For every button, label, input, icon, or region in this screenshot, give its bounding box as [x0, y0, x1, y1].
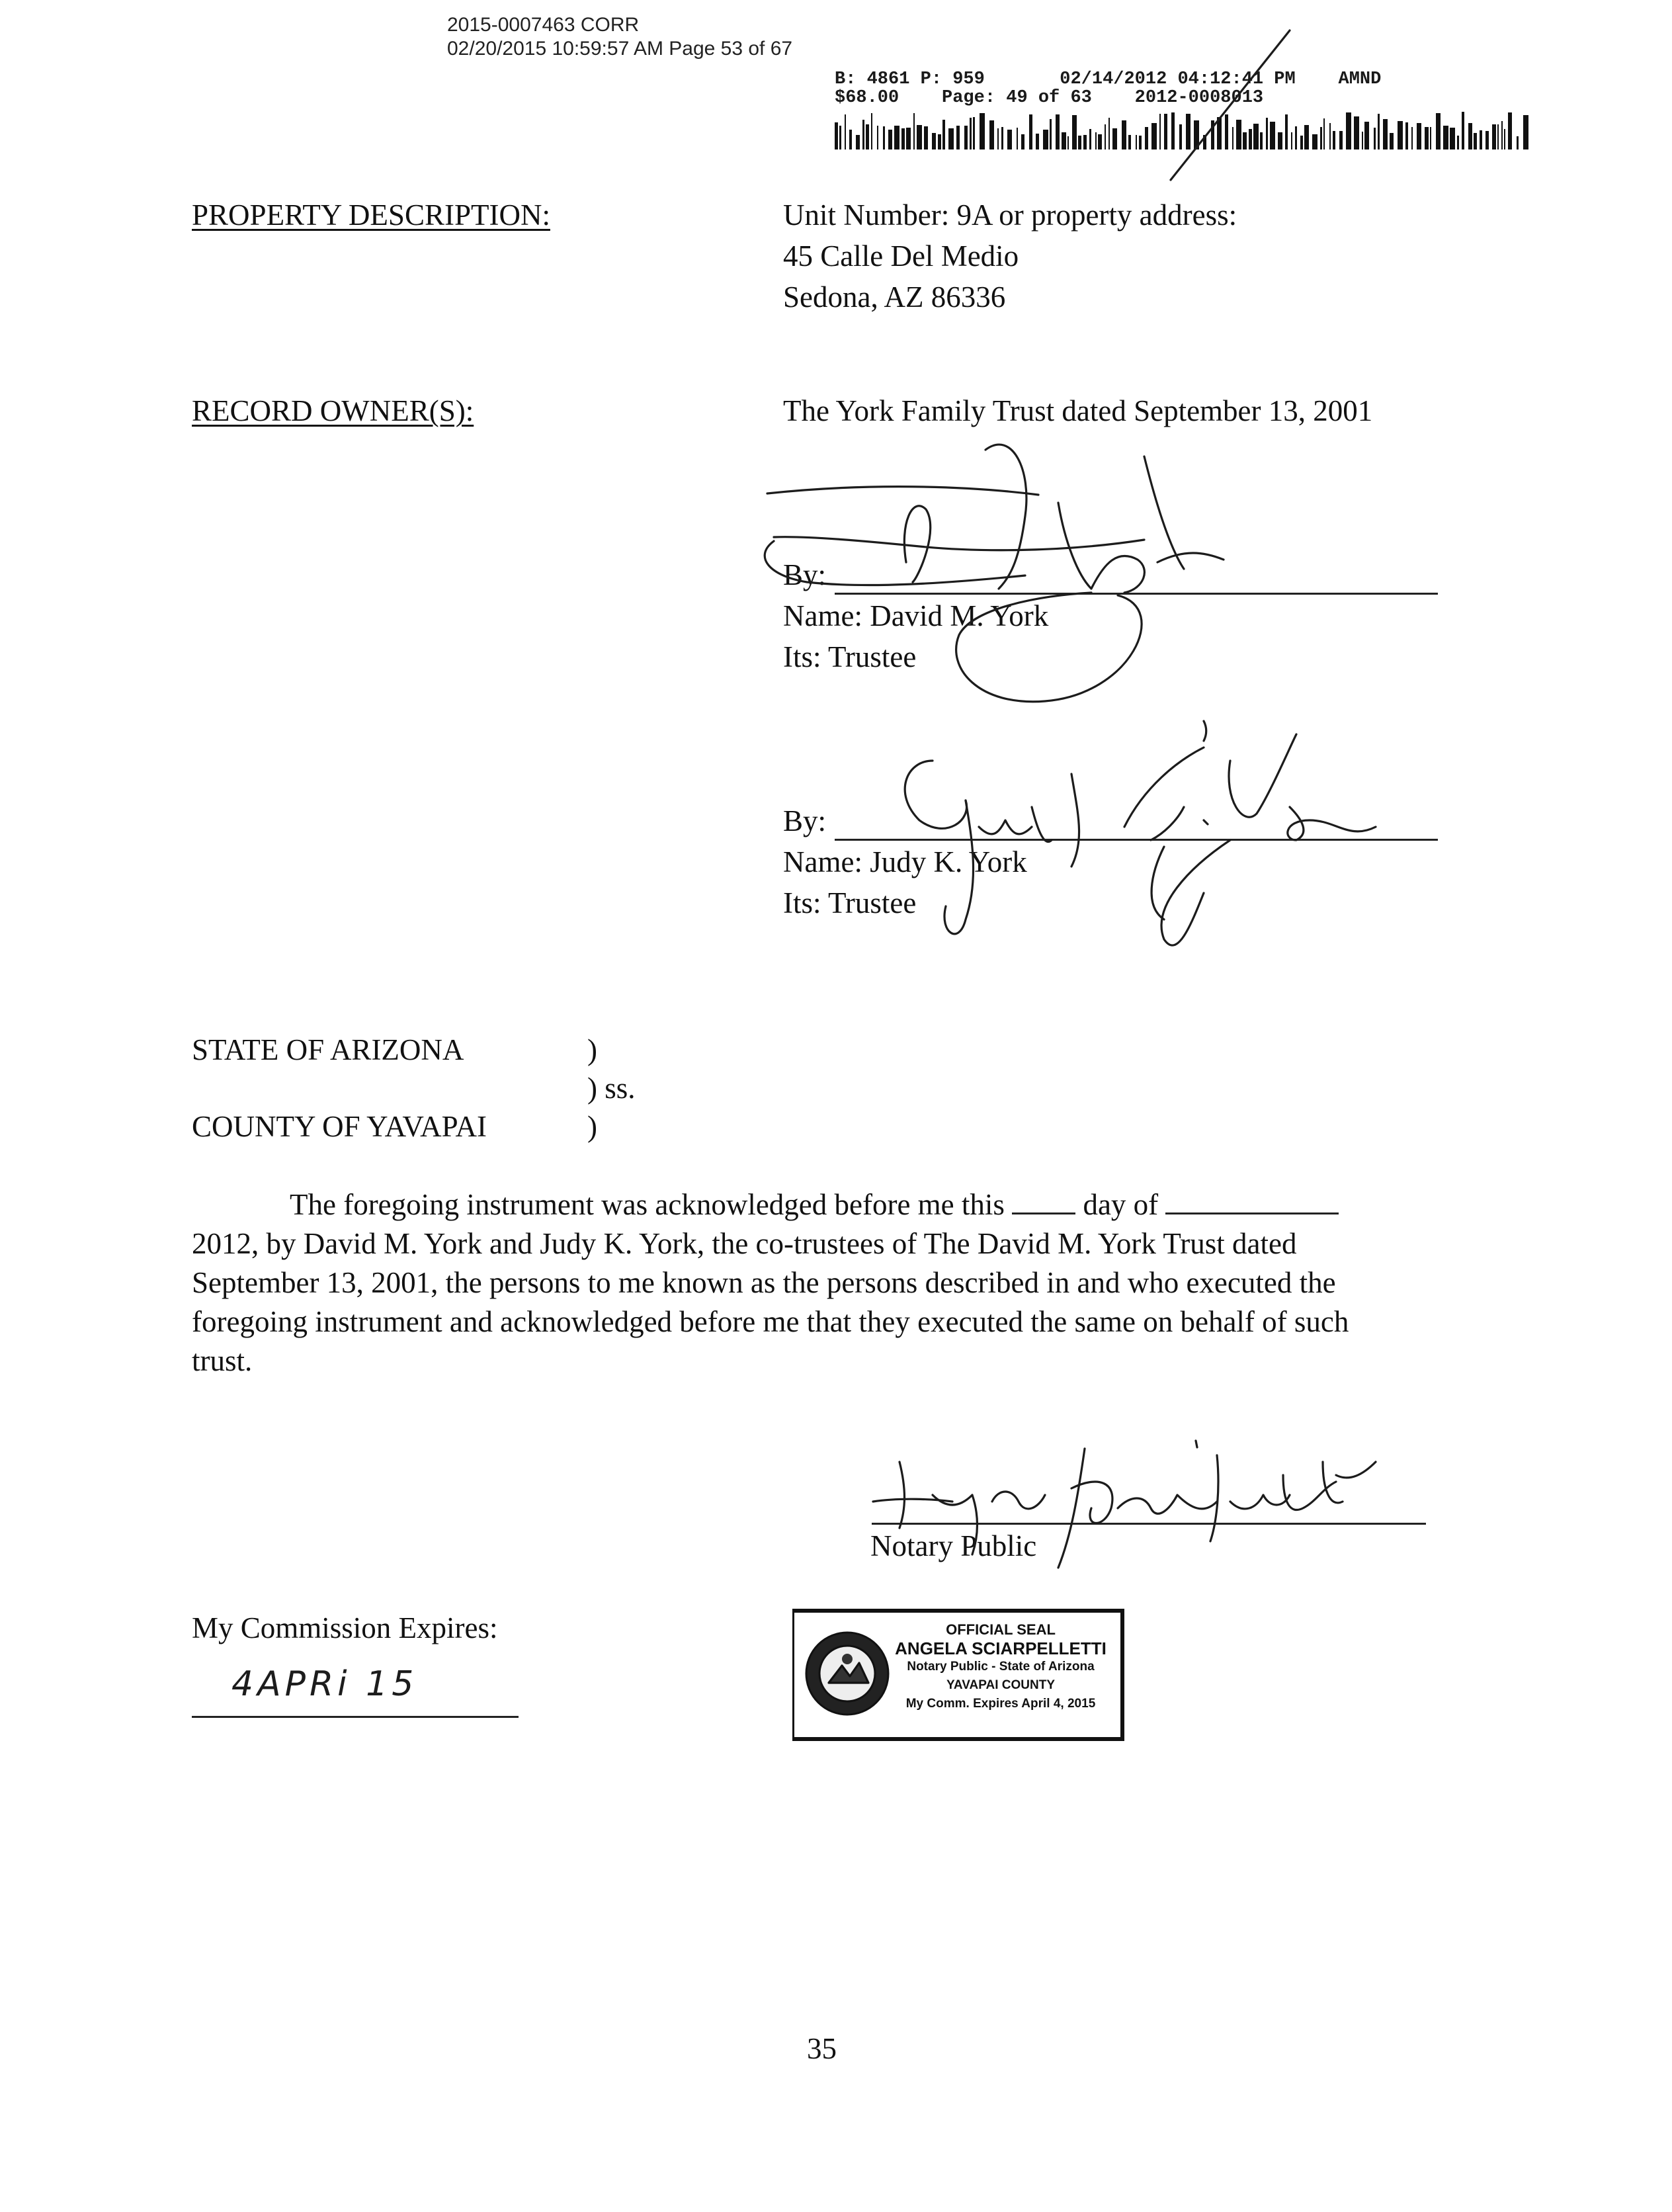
ack-line3: September 13, 2001, the persons to me known as the persons described in and who executed the	[192, 1266, 1336, 1299]
seal-expiry-line: My Comm. Expires April 4, 2015	[905, 1697, 1096, 1711]
venue-paren-1: )	[587, 1033, 597, 1066]
signer2-title: Its: Trustee	[783, 886, 917, 919]
stamp-slash-mark	[1164, 26, 1296, 185]
property-address-line: 45 Calle Del Medio	[783, 239, 1019, 273]
arizona-seal-emblem	[801, 1627, 894, 1720]
signer1-name: Name: David M. York	[783, 599, 1049, 632]
ack-line2: 2012, by David M. York and Judy K. York, the co-trustees of The David M. York Trust dated	[192, 1227, 1297, 1260]
ack-line1-mid: day of	[1083, 1188, 1159, 1221]
david-york-signature	[747, 430, 1250, 721]
acknowledgment-paragraph	[192, 1185, 1488, 1381]
recording-stamp-line1: B: 4861 P: 959 02/14/2012 04:12:41 PM AMND	[835, 69, 1382, 89]
ack-line4: foregoing instrument and acknowledged before me that they executed the same on behalf of such	[192, 1305, 1349, 1338]
signer1-by-label: By:	[783, 558, 827, 591]
signer1-title: Its: Trustee	[783, 640, 917, 673]
property-city-line: Sedona, AZ 86336	[783, 280, 1006, 314]
document-number: 2015-0007463 CORR	[447, 14, 640, 36]
seal-state-line: Notary Public - State of Arizona	[907, 1660, 1095, 1674]
month-blank	[1165, 1189, 1339, 1214]
ack-line5: trust.	[192, 1344, 253, 1377]
signer2-by-label: By:	[783, 804, 827, 837]
county-label: COUNTY OF YAVAPAI	[192, 1110, 487, 1143]
ack-line1-start: The foregoing instrument was acknowledged before me this	[290, 1188, 1005, 1221]
record-owner-label: RECORD OWNER(S):	[192, 394, 474, 427]
commission-date-line	[192, 1716, 519, 1718]
record-owner-value: The York Family Trust dated September 13, 2001	[783, 394, 1373, 427]
print-timestamp: 02/20/2015 10:59:57 AM Page 53 of 67	[447, 38, 793, 60]
property-description-label: PROPERTY DESCRIPTION:	[192, 198, 550, 232]
seal-county-line: YAVAPAI COUNTY	[946, 1678, 1055, 1692]
venue-paren-3: )	[587, 1110, 597, 1143]
recording-stamp-line2: $68.00 Page: 49 of 63 2012-0008013	[835, 88, 1264, 108]
notary-public-label: Notary Public	[870, 1529, 1037, 1562]
commission-expires-label: My Commission Expires:	[192, 1611, 498, 1644]
commission-expiry-handwritten: 4APRi 15	[231, 1664, 418, 1704]
signer2-name: Name: Judy K. York	[783, 845, 1027, 878]
property-unit-line: Unit Number: 9A or property address:	[783, 198, 1237, 232]
seal-notary-name: ANGELA SCIARPELLETTI	[895, 1638, 1107, 1658]
page-number: 35	[807, 2032, 837, 2065]
notary-signature	[860, 1435, 1389, 1581]
venue-paren-ss: ) ss.	[587, 1072, 636, 1105]
judy-york-signature	[833, 708, 1429, 972]
notary-seal	[792, 1609, 1124, 1741]
day-blank	[1012, 1189, 1075, 1214]
state-label: STATE OF ARIZONA	[192, 1033, 464, 1066]
seal-official-seal: OFFICIAL SEAL	[946, 1621, 1056, 1638]
